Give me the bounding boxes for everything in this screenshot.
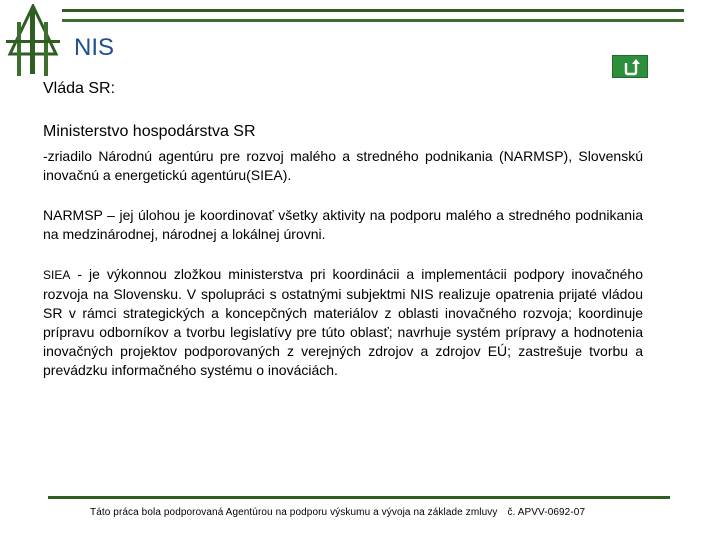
- section-title: Vláda SR:: [43, 80, 116, 97]
- footer-divider: [48, 496, 670, 499]
- page-title: NIS: [74, 34, 115, 61]
- nis-tree-logo: [4, 4, 62, 78]
- header-divider-bottom: [62, 19, 684, 22]
- siea-label: SIEA: [43, 268, 71, 282]
- footer-text: [90, 507, 585, 518]
- back-button[interactable]: [612, 55, 648, 78]
- siea-text: - je výkonnou zložkou ministerstva pri koordinácii a implementácii podpory inovačného rozvoja na Slovensku. V spolupráci s ostatnými subjektmi NIS realizuje opatrenia prijaté vládou SR v rámci strategických a koncepčných materiálov z oblasti inovačného rozvoja; koordinuje prípravu odborníkov a tvorbu legislatívy pre túto oblasť; navrhuje systém prípravy a hodnotenia inovačných projektov podporovaných z verejných zdrojov a zdrojov EÚ; zastrešuje tvorbu a prevádzku informačného systému o inováciách.: [43, 266, 643, 378]
- ministry-paragraph: -zriadilo Národnú agentúru pre rozvoj malého a stredného podnikania (NARMSP), Slovenskú inovačnú a energetickú agentúru(SIEA).: [43, 148, 643, 183]
- ministry-title: Ministerstvo hospodárstva SR: [43, 123, 256, 140]
- narmsp-paragraph: [43, 206, 643, 244]
- return-arrow-icon: [622, 58, 640, 76]
- header-divider-top: [62, 9, 684, 12]
- narmsp-label: NARMSP –: [43, 207, 115, 223]
- footer-funding-text: Táto práca bola podporovaná Agentúrou na podporu výskumu a vývoja na základe zmluvy: [90, 507, 498, 518]
- siea-paragraph: [43, 265, 643, 380]
- narmsp-text: jej úlohou je koordinovať všetky aktivity na podporu malého a stredného podnikania na medzinárodnej, národnej a lokálnej úrovni.: [43, 207, 643, 242]
- footer-contract-number: č. APVV-0692-07: [507, 507, 586, 518]
